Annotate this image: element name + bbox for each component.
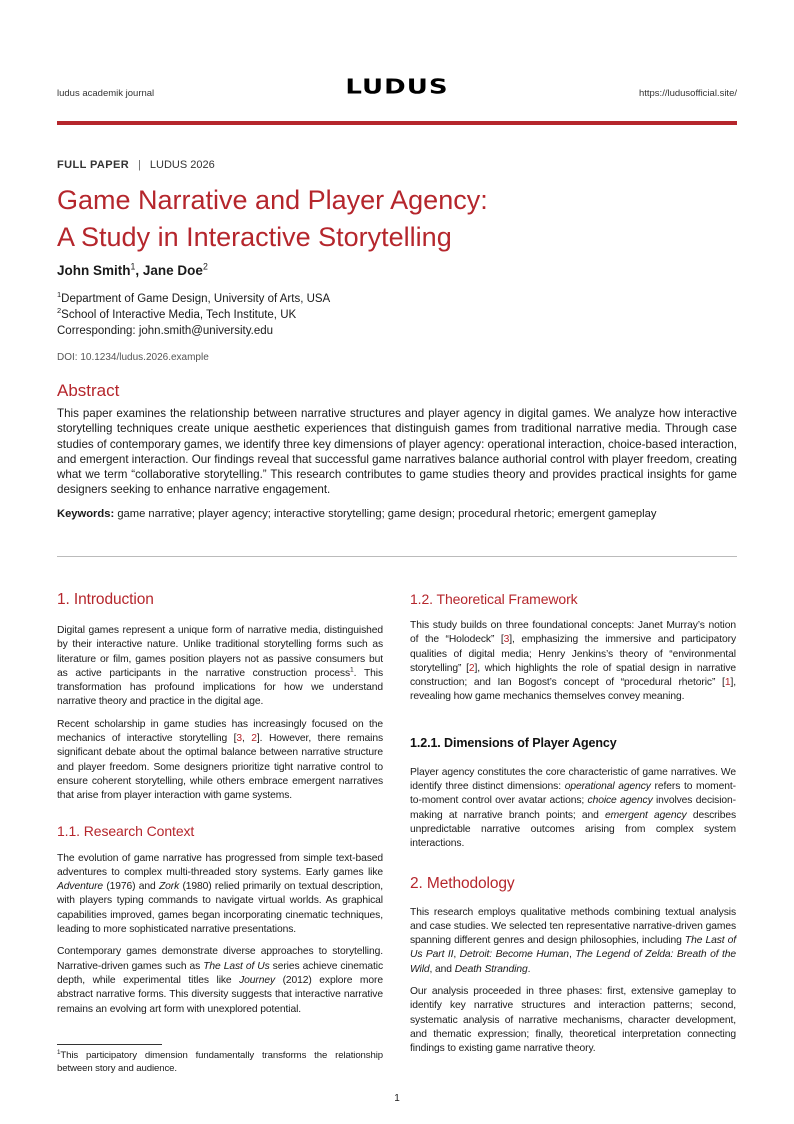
text-run: . bbox=[527, 963, 531, 975]
section-heading: 1.2.1. Dimensions of Player Agency bbox=[410, 735, 617, 750]
paragraph bbox=[410, 906, 736, 977]
emphasis-text: emergent agency bbox=[605, 809, 687, 821]
title-line-1: Game Narrative and Player Agency: bbox=[57, 185, 488, 215]
paragraph bbox=[57, 718, 383, 804]
author-name: Jane Doe bbox=[142, 263, 203, 278]
section-research-context bbox=[57, 822, 383, 1025]
section-body bbox=[57, 624, 383, 804]
corresponding-author: Corresponding: john.smith@university.edu bbox=[57, 325, 274, 337]
text-run: , bbox=[568, 949, 576, 961]
text-run: , bbox=[242, 733, 252, 745]
section-body bbox=[410, 906, 736, 1057]
paragraph bbox=[57, 945, 383, 1016]
emphasis-text: Zork bbox=[158, 881, 180, 893]
text-run: ], which highlights the role of spatial design in narrative construction; and Ian Bogost’s concept of “procedural rhetoric” [ bbox=[410, 662, 736, 689]
text-run: Recent scholarship in game studies has increasingly focused on the mechanics of interactive storytelling [ bbox=[57, 718, 383, 745]
journal-name: ludus academik journal bbox=[57, 88, 155, 99]
title-line-2: A Study in Interactive Storytelling bbox=[57, 222, 452, 252]
footnote: $^1$This participatory dimension fundamentally transforms the relationship between story and audience. bbox=[57, 1048, 383, 1074]
text-run: series achieve cinematic depth, while experimental titles like bbox=[57, 960, 384, 986]
text-run: ], revealing how game mechanics themselves convey meaning. bbox=[410, 677, 736, 703]
text-run: (1976) and bbox=[103, 881, 159, 893]
paragraph bbox=[57, 624, 383, 710]
paragraph bbox=[410, 619, 736, 705]
paper-kicker: FULL PAPER | LUDUS 2026 bbox=[57, 159, 215, 171]
section-body bbox=[410, 619, 736, 705]
paragraph bbox=[57, 852, 383, 938]
text-run: Digital games represent a unique form of narrative media, distinguished by their interactive nature. Unlike traditional storytelling forms such as literature or film, games position players not as passive consumers but as active participants in the narrative construction process bbox=[57, 625, 383, 679]
text-run: ]. However, there remains significant debate about the optimal balance between narrative structure and player freedom. Some designers prioritize tight narrative control to ensure coherent storytelling, while others embrace emergent narratives that arise from player interaction with game systems. bbox=[57, 733, 383, 802]
emphasis-text: choice agency bbox=[587, 795, 653, 807]
text-run: ], emphasizing the immersive and participatory qualities of digital media; Henry Jenkins’s theory of “environmental storytelling” [ bbox=[410, 634, 736, 674]
author-list: John Smith$^1$, Jane Doe$^2$ bbox=[57, 261, 208, 278]
section-methodology bbox=[410, 874, 736, 1065]
text-run: This study builds on three foundational concepts: Janet Murray’s notion of the “Holodeck” [ bbox=[410, 620, 736, 646]
two-column-body bbox=[57, 590, 737, 1075]
right-column bbox=[410, 590, 736, 1075]
author-affil-mark: 2 bbox=[202, 261, 208, 272]
text-run: Our analysis proceeded in three phases: first, extensive gameplay to identify key narrative structures and interaction patterns; second, systematic analysis of narrative mechanisms, character development, and thematic expression; finally, theoretical interpretation connecting findings to existing game narrative theory. bbox=[410, 986, 736, 1055]
text-run: involves decision-making at narrative branch points; and bbox=[410, 795, 736, 821]
section-heading: 1. Introduction bbox=[57, 591, 154, 608]
section-introduction bbox=[57, 590, 383, 812]
page-number: 1 bbox=[394, 1092, 400, 1104]
text-run: (1980) relied primarily on textual description, with players typing commands to navigate virtual worlds. As graphical capabilities improved, games began incorporating cinematic techniques, leading to more sophisticated narrative presentations. bbox=[57, 881, 383, 936]
text-run: . This transformation has profound implications for how we understand narrative theory and practice in the digital age. bbox=[57, 667, 384, 708]
emphasis-text: Journey bbox=[239, 974, 276, 986]
text-run: Contemporary games demonstrate diverse approaches to storytelling. Narrative-driven games such as bbox=[57, 946, 383, 972]
emphasis-text: Death Stranding bbox=[454, 963, 528, 975]
paper-venue: LUDUS 2026 bbox=[149, 159, 215, 171]
abstract-text: This paper examines the relationship between narrative structures and player agency in digital games. We analyze how interactive storytelling techniques create unique aesthetic experiences that distinguish games from traditional narrative media. Through case studies of contemporary games, we identify three key dimensions of player agency: operational interaction, choice-based interaction, and emergent interaction. Our findings reveal that successful game narratives balance authorial control with player freedom, creating what we term “collaborative storytelling.” This research contributes to game studies theory and provides practical insights for game designers seeking to enhance narrative engagement. bbox=[57, 407, 737, 497]
text-run: (2012) explore more abstract narrative forms. This diversity suggests that interactive narrative remains an evolving art form with unexplored potential. bbox=[57, 974, 383, 1015]
paper-type: FULL PAPER bbox=[57, 159, 130, 171]
emphasis-text: operational agency bbox=[564, 781, 651, 793]
emphasis-text: Detroit: Become Human bbox=[459, 949, 569, 961]
author-name: John Smith bbox=[57, 263, 131, 278]
text-run: Player agency constitutes the core characteristic of game narratives. We identify three distinct dimensions: bbox=[410, 766, 736, 793]
citation-link[interactable]: 2 bbox=[468, 662, 475, 674]
doi: DOI: 10.1234/ludus.2026.example bbox=[57, 352, 209, 363]
footnote-mark[interactable]: 1 bbox=[350, 666, 354, 674]
text-run: refers to moment-to-moment control over avatar actions; bbox=[410, 781, 736, 807]
abstract-heading: Abstract bbox=[57, 381, 120, 400]
footnote-area bbox=[57, 1040, 383, 1075]
text-run: , and bbox=[429, 963, 455, 975]
text-run: This research employs qualitative methods combining textual analysis and case studies. We selected ten representative narrative-driven games spanning different genres and design philosophies, including bbox=[410, 906, 736, 947]
section-heading: 2. Methodology bbox=[410, 874, 515, 892]
citation-link[interactable]: 2 bbox=[251, 733, 257, 745]
keywords-list: game narrative; player agency; interactive storytelling; game design; procedural rhetoric; emergent gameplay bbox=[117, 508, 657, 520]
section-theoretical-framework bbox=[410, 590, 736, 713]
citation-link[interactable]: 3 bbox=[236, 733, 242, 745]
text-run: The evolution of game narrative has progressed from simple text-based adventures to complex multi-threaded story systems. Early games like bbox=[57, 852, 383, 878]
emphasis-text: Adventure bbox=[57, 881, 104, 893]
journal-url[interactable]: https://ludusofficial.site/ bbox=[638, 88, 737, 99]
section-heading: 1.2. Theoretical Framework bbox=[410, 591, 578, 607]
section-dimensions bbox=[410, 735, 736, 860]
emphasis-text: The Last of Us bbox=[203, 960, 270, 972]
section-body bbox=[410, 766, 736, 852]
text-run: describes unpredictable narrative outcomes arising from complex system interactions. bbox=[410, 809, 736, 850]
footnote-rule bbox=[57, 1044, 162, 1045]
keywords-label: Keywords: bbox=[57, 508, 115, 520]
ludus-logo: LUDUS bbox=[345, 75, 449, 99]
left-column bbox=[57, 590, 383, 1075]
author-affil-mark: 1 bbox=[130, 261, 136, 272]
section-body bbox=[57, 852, 383, 1017]
emphasis-text: The Last of Us Part II bbox=[410, 935, 737, 961]
text-run: , bbox=[453, 949, 460, 961]
emphasis-text: The Legend of Zelda: Breath of the Wild bbox=[410, 949, 736, 975]
section-heading: 1.1. Research Context bbox=[57, 822, 195, 839]
citation-link[interactable]: 3 bbox=[503, 634, 510, 646]
paragraph bbox=[410, 985, 736, 1056]
affiliation: $^1$Department of Game Design, University of Arts, USA bbox=[57, 290, 331, 305]
paragraph bbox=[410, 766, 736, 852]
affiliation: $^2$School of Interactive Media, Tech Institute, UK bbox=[57, 306, 297, 321]
citation-link[interactable]: 1 bbox=[724, 677, 731, 689]
